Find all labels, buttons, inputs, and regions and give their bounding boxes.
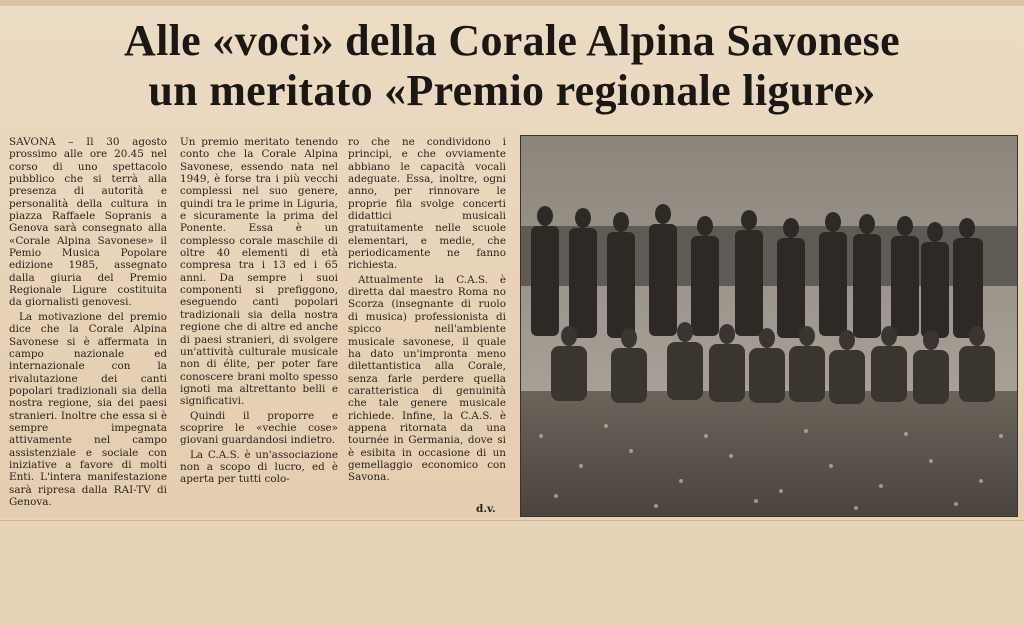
blank-paper-area <box>0 518 1024 626</box>
paragraph: ro che ne condividono i principi, e che ovviamente abbiano le capacità vocali adeguate. Essa, inoltre, ogni anno, per rinnovare le proprie fila svolge concerti didattici musicali gratuitamente nelle scuole elementari, e medie, che periodicamente ne fanno richiesta. <box>348 136 506 272</box>
group-photo <box>520 135 1018 517</box>
paragraph: La C.A.S. è un'associazione non a scopo di lucro, ed è aperta per tutti colo- <box>180 448 338 486</box>
author-signature: d.v. <box>476 503 496 515</box>
headline-line-1: Alle «voci» della Corale Alpina Savonese <box>124 16 900 65</box>
paragraph: Quindi il proporre e scoprire le «vechie cose» giovani guardandosi indietro. <box>180 409 338 447</box>
group-photo-icon <box>521 136 1017 516</box>
paragraph: Un premio meritato tenendo conto che la Corale Alpina Savonese, essendo nata nel 1949, è forse tra i più vecchi complessi nel suo genere, quindi tra le prime in Liguria, e sicuramente la prima del Ponente. Essa è un complesso corale maschile di oltre 40 elementi di età compresa tra i 13 ed i 65 anni. Da sempre i suoi componenti si prefiggono, eseguendo canti popolari tradizionali sia della nostra regione che di altre ed anche di paesi stranieri, di svolgere un'attività culturale musicale non di élite, per poter fare conoscere brani molto spesso ignoti ma altrettanto belli e significativi. <box>180 136 338 408</box>
headline <box>0 16 1024 116</box>
article-column-1 <box>9 136 167 510</box>
paragraph: La motivazione del premio dice che la Corale Alpina Savonese si è affermata in campo nazionale ed internazionale con la rivalutazione dei canti popolari tradizionali sia della nostra regione, sia dei paesi stranieri. Inoltre che essa si è sempre impegnata attivamente nel campo assistenziale e sociale con iniziative a favore di molti Enti. L'intera manifestazione sarà ripresa dalla RAI-TV di Genova. <box>9 310 167 508</box>
paper-fold-line <box>0 520 1024 521</box>
paragraph: SAVONA – Il 30 agosto prossimo alle ore 20.45 nel corso di uno spettacolo pubblico che si terrà alla presenza di autorità e personalità della cultura in piazza Raffaele Sopranis a Genova sarà consegnato alla «Corale Alpina Savonese» il Pemio Musica Popolare edizione 1985, assegnato dalla giuria del Premio Regionale Ligure costituita da giornalisti genovesi. <box>9 136 167 309</box>
article-column-3 <box>348 136 506 486</box>
top-strip <box>0 0 1024 6</box>
headline-line-2: un meritato «Premio regionale ligure» <box>148 66 876 115</box>
paragraph: Attualmente la C.A.S. è diretta dal maestro Roma no Scorza (insegnante di ruolo di musica) professionista di spicco nell'ambiente musicale savonese, il quale ha dato un'impronta meno dilettantistica alla Corale, senza farle perdere quella caratteristica di genuinità che tale genere musicale richiede. Infine, la C.A.S. è appena ritornata da una tournée in Germania, dove si è esibita in occasione di un gemellaggio economico con Savona. <box>348 273 506 484</box>
article-column-2 <box>180 136 338 488</box>
